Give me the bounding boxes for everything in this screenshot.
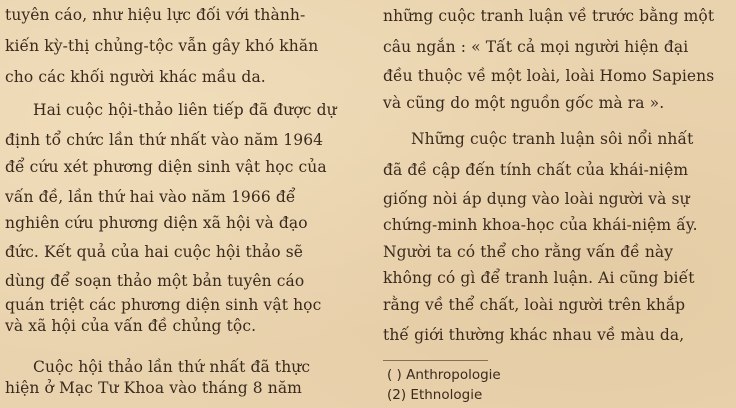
text-line: hiện ở Mạc Tư Khoa vào tháng 8 năm	[5, 379, 302, 397]
text-line: kiến kỳ-thị chủng-tộc vẫn gây khó khăn	[5, 37, 319, 55]
text-line: cho các khối người khác mầu da.	[5, 68, 266, 86]
text-line: nghiên cứu phương diện xã hội và đạo	[5, 214, 308, 232]
text-line: quán triệt các phương diện sinh vật học	[5, 296, 322, 314]
text-line: Người ta có thể cho rằng vấn đề này	[383, 243, 674, 261]
text-line: Cuộc hội thảo lần thứ nhất đã thực	[33, 358, 311, 376]
footnote-divider	[383, 360, 488, 361]
text-line: thế giới thường khác nhau về màu da,	[383, 326, 685, 344]
text-line: tuyên cáo, như hiệu lực đối với thành-	[5, 6, 306, 24]
text-line: những cuộc tranh luận về trước bằng một	[383, 7, 715, 25]
footnote: (2) Ethnologie	[387, 387, 483, 403]
text-line: đều thuộc về một loài, loài Homo Sapiens	[383, 67, 715, 85]
text-line: giống nòi áp dụng vào loài người và sự	[383, 190, 690, 208]
text-line: đức. Kết quả của hai cuộc hội thảo sẽ	[5, 243, 304, 261]
text-line: câu ngắn : « Tất cả mọi người hiện đại	[383, 38, 689, 56]
text-line: và cũng do một nguồn gốc mà ra ».	[383, 94, 665, 112]
text-line: rằng về thể chất, loài người trên khắp	[383, 296, 686, 314]
footnote: ( ) Anthropologie	[387, 367, 501, 383]
text-line: định tổ chức lần thứ nhất vào năm 1964	[5, 131, 324, 149]
text-line: Những cuộc tranh luận sôi nổi nhất	[411, 130, 694, 148]
text-line: chứng-minh khoa-học của khái-niệm ấy.	[383, 216, 698, 234]
text-line: dùng để soạn thảo một bản tuyên cáo	[5, 272, 305, 290]
text-line: vấn đề, lần thứ hai vào năm 1966 để	[5, 188, 296, 206]
text-line: đã đề cập đến tính chất của khái-niệm	[383, 161, 689, 179]
text-line: để cứu xét phương diện sinh vật học của	[5, 158, 327, 176]
text-line: không có gì để tranh luận. Ai cũng biết	[383, 269, 695, 287]
text-line: Hai cuộc hội-thảo liên tiếp đã được dự	[33, 101, 337, 119]
text-line: và xã hội của vấn đề chủng tộc.	[5, 317, 257, 335]
